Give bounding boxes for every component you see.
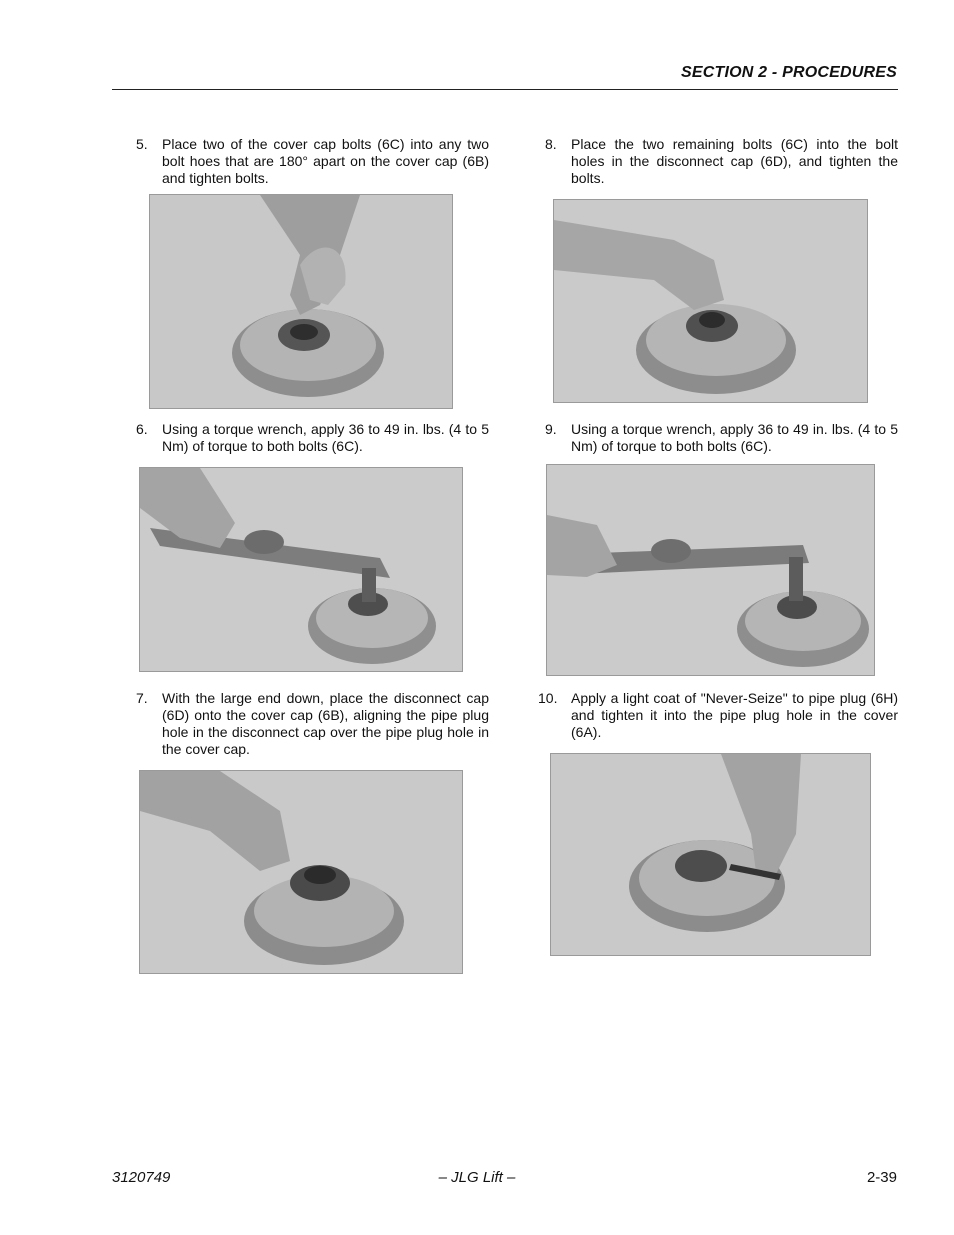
photo-step-9 [546, 464, 875, 676]
photo-step-6 [139, 467, 463, 672]
step-number: 7. [136, 690, 148, 706]
step-8 [545, 136, 898, 188]
step-number: 9. [545, 421, 557, 437]
disconnect-cap-photo [140, 771, 462, 973]
page-number: 2-39 [866, 1169, 897, 1186]
publisher-name: – JLG Lift – [438, 1169, 516, 1186]
step-text: Using a torque wrench, apply 36 to 49 in. lbs. (4 to 5 Nm) of torque to both bolts (6C). [162, 421, 489, 454]
torque-wrench-photo-2 [547, 465, 874, 675]
step-text: With the large end down, place the disconnect cap (6D) onto the cover cap (6B), aligning the pipe plug hole in the disconnect cap over the pipe plug hole in the cover cap. [162, 690, 489, 757]
step-text: Place two of the cover cap bolts (6C) into any two bolt hoes that are 180° apart on the cover cap (6B) and tighten bolts. [162, 136, 489, 186]
step-6 [136, 421, 489, 457]
step-number: 6. [136, 421, 148, 437]
step-number: 8. [545, 136, 557, 152]
step-text: Using a torque wrench, apply 36 to 49 in. lbs. (4 to 5 Nm) of torque to both bolts (6C). [571, 421, 898, 454]
step-9 [545, 421, 898, 457]
photo-step-8 [553, 199, 868, 403]
step-number: 5. [136, 136, 148, 152]
header-divider [112, 89, 898, 90]
step-10 [538, 690, 898, 742]
photo-step-5 [149, 194, 453, 409]
photo-step-10 [550, 753, 871, 956]
photo-step-7 [139, 770, 463, 974]
step-text: Apply a light coat of "Never-Seize" to pipe plug (6H) and tighten it into the pipe plug hole in the cover (6A). [571, 690, 898, 740]
section-title: SECTION 2 - PROCEDURES [681, 64, 897, 81]
pipe-plug-photo [551, 754, 870, 955]
step-text: Place the two remaining bolts (6C) into the bolt holes in the disconnect cap (6D), and tighten the bolts. [571, 136, 898, 186]
step-number: 10. [538, 690, 558, 706]
cover-cap-photo [150, 195, 452, 408]
torque-wrench-photo [140, 468, 462, 671]
step-7 [136, 690, 489, 760]
document-number: 3120749 [112, 1169, 171, 1186]
remaining-bolts-photo [554, 200, 867, 402]
step-5 [136, 136, 489, 188]
